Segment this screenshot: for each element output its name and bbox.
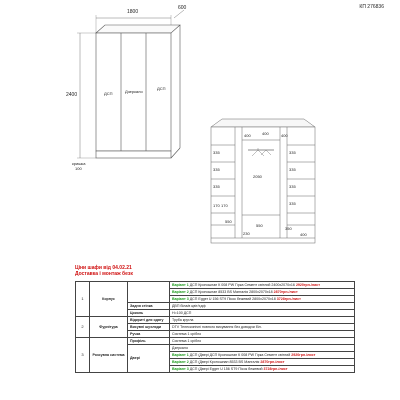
row-number: 3 bbox=[76, 338, 90, 373]
variant-label: Варіант 2 bbox=[172, 289, 189, 294]
row-value bbox=[170, 282, 355, 289]
material-description: DTV Телескопічні повного висування без доводчи біл. bbox=[172, 324, 262, 329]
inner-dim-top-mid: 400 bbox=[262, 131, 269, 136]
row-subcategory: Ручка bbox=[128, 331, 170, 338]
delivery-note: Доставка і монтаж безк bbox=[75, 271, 133, 277]
row-value bbox=[170, 366, 355, 373]
material-description: ДСП Egger U 156 ST9 Пісок бежевий 2800х2070х18 bbox=[188, 296, 277, 301]
row-value bbox=[170, 352, 355, 359]
row-subcategory: Відкриті для одягу bbox=[128, 317, 170, 324]
table-row bbox=[76, 338, 355, 345]
row-value bbox=[170, 289, 355, 296]
door-label-left: ДСП bbox=[104, 91, 113, 96]
row-number: 2 bbox=[76, 317, 90, 338]
price-value: 3728грн./лист bbox=[276, 296, 301, 301]
row-subcategory: Цоколь bbox=[128, 310, 170, 317]
row-value bbox=[170, 345, 355, 352]
price-value: 2870грн./лист bbox=[273, 289, 298, 294]
inner-dim-left-2: 335 bbox=[213, 167, 220, 172]
material-description: ДВП біла/в цвіт/хдф bbox=[172, 303, 206, 308]
inner-dim-middle-height: 2050 bbox=[253, 174, 262, 179]
row-category: Корпус bbox=[90, 282, 128, 317]
row-number: 1 bbox=[76, 282, 90, 317]
inner-dim-left-drawer-1: 170 bbox=[213, 203, 220, 208]
inner-dim-left-base: 230 bbox=[243, 231, 250, 236]
row-category: Фурнітура bbox=[90, 317, 128, 338]
price-value: 3728грн./лист bbox=[263, 366, 288, 371]
price-value: 2870грн./лист bbox=[260, 359, 285, 364]
row-value bbox=[170, 338, 355, 345]
material-description: ДСП (Двері ДСП Кроношпан К 008 PW Гірка Cемент світлий bbox=[188, 352, 292, 357]
door-label-right: ДСП bbox=[157, 86, 166, 91]
width-dimension: 1800 bbox=[127, 9, 139, 15]
row-subcategory bbox=[128, 282, 170, 303]
material-description: ДСП (Двері Кроношпан 8533 BS Мангалія bbox=[188, 359, 261, 364]
variant-label: Варіант 3 bbox=[172, 296, 189, 301]
material-description: Cистема 1 срібло bbox=[172, 338, 202, 343]
inner-dim-left-bottom: 550 bbox=[225, 219, 232, 224]
row-subcategory: Профіль bbox=[128, 338, 170, 345]
material-description: H=100 ДСП bbox=[172, 310, 192, 315]
variant-label: Варіант 1 bbox=[172, 352, 189, 357]
price-value: 2920грн./лист bbox=[291, 352, 316, 357]
row-subcategory: Двері bbox=[128, 345, 170, 373]
material-description: ДСП Кроношпан 8533 BS Мангалія 2800х2070х18 bbox=[188, 289, 274, 294]
inner-dim-top-right: 400 bbox=[281, 133, 288, 138]
table-row bbox=[76, 282, 355, 289]
price-date-note: Ціни шафи від 04.02.21 bbox=[75, 265, 132, 271]
material-description: ДСП Кроношпан К 008 PW Гірка Cемент світлий 2400х2070х16 bbox=[188, 282, 296, 287]
inner-dim-right-2: 335 bbox=[289, 167, 296, 172]
variant-label: Варіант 3 bbox=[172, 366, 189, 371]
row-subcategory: Висувні шухляди bbox=[128, 324, 170, 331]
inner-dim-left-3: 335 bbox=[213, 184, 220, 189]
door-label-middle: Дзеркало bbox=[125, 89, 143, 94]
plinth-height: 100 bbox=[75, 166, 82, 171]
variant-label: Варіант 2 bbox=[172, 359, 189, 364]
row-value bbox=[170, 310, 355, 317]
height-dimension: 2400 bbox=[66, 92, 78, 98]
inner-dim-left-drawer-2: 170 bbox=[221, 203, 228, 208]
inner-dim-middle-bottom: 550 bbox=[256, 223, 263, 228]
row-value bbox=[170, 303, 355, 310]
depth-dimension: 600 bbox=[178, 5, 187, 11]
price-value: 2920грн./лист bbox=[295, 282, 321, 287]
inner-dim-right-base: 400 bbox=[300, 232, 307, 237]
row-category: Розсувна система bbox=[90, 338, 128, 373]
row-value bbox=[170, 317, 355, 324]
inner-dim-left-1: 335 bbox=[213, 150, 220, 155]
row-subcategory: Задня стінка bbox=[128, 303, 170, 310]
inner-dim-right-1: 335 bbox=[289, 150, 296, 155]
material-description: ДСП (Двері Egger U 156 ST9 Пісок бежевий bbox=[188, 366, 264, 371]
table-row bbox=[76, 317, 355, 324]
material-description: Дзеркало bbox=[172, 345, 188, 350]
spec-table bbox=[75, 281, 355, 373]
material-description: Cистема 1 срібло bbox=[172, 331, 202, 336]
row-value bbox=[170, 324, 355, 331]
inner-dim-right-bottom: 350 bbox=[285, 226, 292, 231]
plinth-label: кришка bbox=[72, 161, 86, 166]
inner-dim-right-4: 335 bbox=[289, 201, 296, 206]
row-value bbox=[170, 359, 355, 366]
row-value bbox=[170, 331, 355, 338]
variant-label: Варіант 1 bbox=[172, 282, 189, 287]
material-description: Труба кругла bbox=[172, 317, 194, 322]
reference-code: КП 276836 bbox=[359, 4, 384, 10]
inner-dim-right-3: 335 bbox=[289, 184, 296, 189]
inner-dim-top-left: 400 bbox=[244, 133, 251, 138]
row-value bbox=[170, 296, 355, 303]
